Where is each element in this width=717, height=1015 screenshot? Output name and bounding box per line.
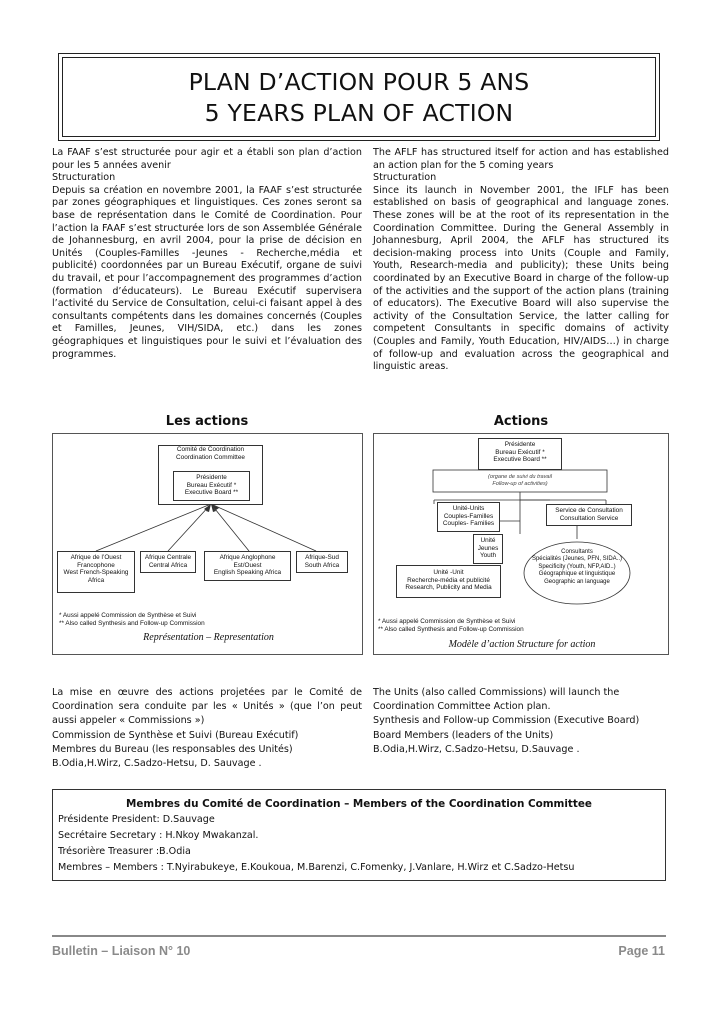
unit-youth-box xyxy=(473,534,503,564)
action-structure-diagram xyxy=(373,433,669,655)
impl-en-line: Synthesis and Follow-up Commission (Executive Board) xyxy=(373,715,640,727)
service-label: Service de Consultation xyxy=(555,507,623,514)
unit-label: Recherche-média et publicité xyxy=(407,576,490,584)
representation-diagram xyxy=(52,433,363,655)
zone-label: Afrique-Sud xyxy=(305,554,339,561)
footer-rule xyxy=(52,935,666,937)
unit-couples-box xyxy=(437,502,500,532)
unit-research-box xyxy=(396,565,501,598)
impl-en-para: The Units (also called Commissions) will launch the Coordination Committee Action plan. xyxy=(373,687,620,713)
board-label: Executive Board ** xyxy=(493,456,547,464)
heading-actions: Actions xyxy=(493,414,549,429)
board-label: Executive Board ** xyxy=(184,489,239,497)
zone-label: Afrique Anglophone xyxy=(219,554,276,561)
intro-fr-body: Depuis sa création en novembre 2001, la FAAF s’est structurée par zones géographiques et linguistiques. Ces zones seront sa base de représentation dans le Comité de Coordination. Pour l’action la FAAF s’est structurée lors de son Assemblée Générale de Johannesburg, en avril 2004, pour la prise de décision en Unités (Couples-Familles -Jeunes - Recherche,média et publicité) coordonnées par un Bureau Exécutif, organe de suivi du travail, et pour l’accompagnement des programmes d’action (formation d’éducateurs). Le Bureau Exécutif supervisera l’activité du Service de Consultation, celui-ci faisant appel à des consultants compétents dans les domaines concernés (Couples et Familles, Jeunes, VIH/SIDA, etc.) dans les zones géographiques et linguistiques pour le suivi et l’évaluation des programmes. xyxy=(52,184,362,360)
footer-page-number: Page 11 xyxy=(618,944,665,958)
note-line: * Aussi appelé Commission de Synthèse et Suivi xyxy=(59,612,197,619)
heading-les-actions: Les actions xyxy=(165,414,249,429)
consultants-line: Géographique et linguistique xyxy=(538,571,616,578)
note-line: ** Also called Synthesis and Follow-up Commission xyxy=(59,620,205,627)
diagram-right-caption: Modèle d’action Structure for action xyxy=(448,639,596,650)
title-french: PLAN D’ACTION POUR 5 ANS xyxy=(188,68,530,96)
title-box xyxy=(62,57,656,137)
president-label: Présidente xyxy=(504,441,536,448)
members-secretary: Secrétaire Secretary : H.Nkoy Mwakanzal. xyxy=(58,830,259,841)
impl-fr-para: La mise en œuvre des actions projetées par le Comité de Coordination sera conduite par les « Unités » (que l’on peut aussi appeler « Commissions ») xyxy=(52,687,362,727)
zone-south-africa-box xyxy=(296,551,348,573)
intro-fr-subhead: Structuration xyxy=(52,172,116,184)
members-list: Membres – Members : T.Nyirabukeye, E.Koukoua, M.Barenzi, C.Fomenky, J.Vanlare, H.Wirz et C.Sadzo-Hetsu xyxy=(58,862,575,873)
bureau-label: Bureau Exécutif * xyxy=(186,481,237,489)
committee-label-en: Coordination Committee xyxy=(176,453,245,461)
service-label: Consultation Service xyxy=(559,514,619,522)
president-box xyxy=(478,438,562,470)
intro-en-body: Since its launch in November 2001, the IFLF has been established on basis of geographical and language zones. These zones will be at the root of its representation in the Coordination Committee. During the General Assembly in Johannesburg, April 2004, the AFLF has structured its decision-making process into Units (Couple and Family, Youth, Research-media and publicity); these Units being coordinated by an Executive Board in charge of the follow-up of the activities and the support of the action plans (training of educators). The Executive Board will also supervise the activity of the Consultation Service, the latter calling for competent Consultants in specific domains of activity (Couples and Family, Youth Education, HIV/AIDS…) in charge of follow-up and evaluation across the geographical and linguistic areas. xyxy=(373,184,669,373)
committee-label-fr: Comité de Coordination xyxy=(176,446,245,453)
consultants-line: Specificity (Youth, NFP,AID..) xyxy=(538,563,616,570)
zone-label: English Speaking Africa xyxy=(213,569,282,577)
members-title: Membres du Comité de Coordination – Members of the Coordination Committee xyxy=(126,798,592,810)
zone-central-africa-box xyxy=(140,551,196,573)
consultants-line: Consultants xyxy=(561,549,593,555)
unit-label: Couples-Familles xyxy=(443,512,494,520)
zone-label: Francophone xyxy=(77,561,115,569)
members-treasurer: Trésorière Treasurer :B.Odia xyxy=(58,846,191,857)
zone-label: Africa xyxy=(87,576,105,584)
unit-label: Youth xyxy=(479,552,497,560)
organ-note xyxy=(433,474,607,488)
organ-note-line: Follow-up of activities) xyxy=(492,481,548,487)
diagram-left-caption: Représentation – Representation xyxy=(143,632,274,643)
intro-french xyxy=(52,147,362,361)
impl-fr-line: Membres du Bureau (les responsables des Unités) xyxy=(52,743,293,755)
president-label: Présidente xyxy=(196,474,227,481)
zone-english-africa-box xyxy=(204,551,291,581)
impl-en-line: Board Members (leaders of the Units) xyxy=(373,729,554,741)
intro-en-lead: The AFLF has structured itself for action and has established an action plan for the 5 coming years xyxy=(373,147,669,171)
impl-en-line: B.Odia,H.Wirz, C.Sadzo-Hetsu, D.Sauvage . xyxy=(373,743,580,755)
title-english: 5 YEARS PLAN OF ACTION xyxy=(204,99,514,127)
consultants-text xyxy=(524,549,630,586)
consultation-service-box xyxy=(546,504,632,526)
diagram-right-notes xyxy=(378,618,524,634)
unit-label: Unité-Units xyxy=(452,505,485,512)
zone-label: West French-Speaking xyxy=(63,569,129,577)
zone-label: Afrique Centrale xyxy=(144,554,192,561)
bureau-label: Bureau Exécutif * xyxy=(495,448,545,456)
implementation-english xyxy=(373,686,669,757)
zone-label: Central Africa xyxy=(148,561,188,569)
organ-note-line: (organe de suivi du travail xyxy=(487,474,553,480)
implementation-french xyxy=(52,686,362,771)
note-line: ** Also called Synthesis and Follow-up Commission xyxy=(378,626,524,633)
unit-label: Couples- Families xyxy=(442,520,495,528)
impl-fr-line: B.Odia,H.Wirz, C.Sadzo-Hetsu, D. Sauvage . xyxy=(52,758,262,770)
zone-label: South Africa xyxy=(304,561,340,569)
unit-label: Research, Publicity and Media xyxy=(405,584,492,592)
unit-label: Unité -Unit xyxy=(433,569,464,576)
zone-west-africa-box xyxy=(57,551,135,593)
intro-fr-lead: La FAAF s’est structurée pour agir et a établi son plan d’action pour les 5 années avenir xyxy=(52,147,362,171)
diagram-left-notes xyxy=(59,612,205,628)
consultants-line: Spécialités (Jeunes, PFN, SIDA..) xyxy=(531,556,623,563)
unit-label: Jeunes xyxy=(477,544,499,552)
zone-label: Afrique de l’Ouest xyxy=(70,554,122,561)
intro-english xyxy=(373,147,669,374)
note-line: * Aussi appelé Commission de Synthèse et Suivi xyxy=(378,618,516,625)
impl-fr-line: Commission de Synthèse et Suivi (Bureau Exécutif) xyxy=(52,729,299,741)
members-president: Présidente President: D.Sauvage xyxy=(58,814,215,825)
zone-label: Est/Ouest xyxy=(233,561,262,569)
members-box xyxy=(52,789,666,881)
consultants-line: Geographic an language xyxy=(544,578,610,585)
unit-label: Unité xyxy=(480,537,496,544)
intro-en-subhead: Structuration xyxy=(373,172,437,184)
president-box xyxy=(173,471,250,501)
footer-bulletin: Bulletin – Liaison N° 10 xyxy=(52,944,191,958)
